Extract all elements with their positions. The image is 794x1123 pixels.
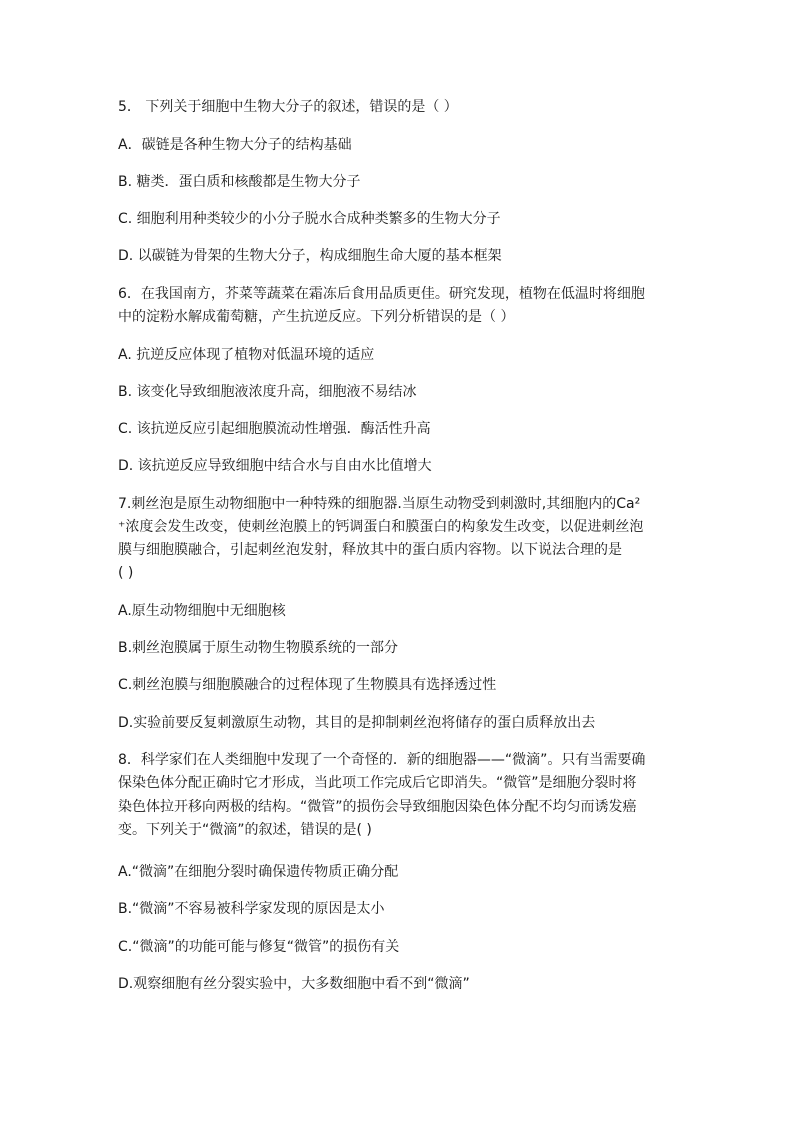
question-7-option-a: A.原生动物细胞中无细胞核 (118, 603, 286, 619)
question-7-stem-line: 膜与细胞膜融合，引起刺丝泡发射，释放其中的蛋白质内容物。以下说法合理的是 (118, 542, 622, 558)
question-8-option-c: C.“微滴”的功能可能与修复“微管”的损伤有关 (118, 939, 400, 955)
question-5-option-c: C. 细胞利用种类较少的小分子脱水合成种类繁多的生物大分子 (118, 211, 501, 227)
question-8-stem-line: 8．科学家们在人类细胞中发现了一个奇怪的．新的细胞器——“微滴”。只有当需要确 (118, 752, 646, 768)
question-6-option-c: C. 该抗逆反应引起细胞膜流动性增强．酶活性升高 (118, 421, 431, 437)
question-6-stem-line: 中的淀粉水解成葡萄糖，产生抗逆反应。下列分析错误的是（ ） (118, 309, 515, 325)
question-5-option-d: D. 以碳链为骨架的生物大分子，构成细胞生命大厦的基本框架 (118, 248, 502, 264)
question-7-stem-line: ⁺浓度会发生改变，使刺丝泡膜上的钙调蛋白和膜蛋白的构象发生改变，以促进刺丝泡 (118, 519, 644, 535)
question-6-option-d: D. 该抗逆反应导致细胞中结合水与自由水比值增大 (118, 458, 432, 474)
question-8-stem-line: 染色体拉开移向两极的结构。“微管”的损伤会导致细胞因染色体分配不均匀而诱发癌 (118, 799, 637, 815)
question-5-option-a: A．碳链是各种生物大分子的结构基础 (118, 137, 352, 153)
question-8-stem-line: 变。下列关于“微滴”的叙述，错误的是( ) (118, 822, 372, 838)
question-6-option-a: A. 抗逆反应体现了植物对低温环境的适应 (118, 347, 375, 363)
question-7-option-c: C.刺丝泡膜与细胞膜融合的过程体现了生物膜具有选择透过性 (118, 677, 497, 693)
question-7-stem-line: ( ) (118, 565, 134, 581)
question-8-option-a: A.“微滴”在细胞分裂时确保遗传物质正确分配 (118, 864, 399, 880)
question-8-option-d: D.观察细胞有丝分裂实验中，大多数细胞中看不到“微滴” (118, 976, 470, 992)
question-5-option-b: B. 糖类．蛋白质和核酸都是生物大分子 (118, 174, 361, 190)
question-5-stem: 5． 下列关于细胞中生物大分子的叙述，错误的是（ ） (118, 99, 458, 115)
question-7-option-d: D.实验前要反复刺激原生动物，其目的是抑制刺丝泡将储存的蛋白质释放出去 (118, 715, 596, 731)
question-6-option-b: B. 该变化导致细胞液浓度升高，细胞液不易结冰 (118, 384, 417, 400)
question-7-option-b: B.刺丝泡膜属于原生动物生物膜系统的一部分 (118, 640, 399, 656)
question-7-stem-line: 7.刺丝泡是原生动物细胞中一种特殊的细胞器.当原生动物受到刺激时,其细胞内的Ca² (118, 496, 641, 512)
question-8-stem-line: 保染色体分配正确时它才形成，当此项工作完成后它即消失。“微管”是细胞分裂时将 (118, 775, 637, 791)
question-8-option-b: B.“微滴”不容易被科学家发现的原因是太小 (118, 901, 385, 917)
question-6-stem-line: 6．在我国南方，芥菜等蔬菜在霜冻后食用品质更佳。研究发现，植物在低温时将细胞 (118, 286, 645, 302)
